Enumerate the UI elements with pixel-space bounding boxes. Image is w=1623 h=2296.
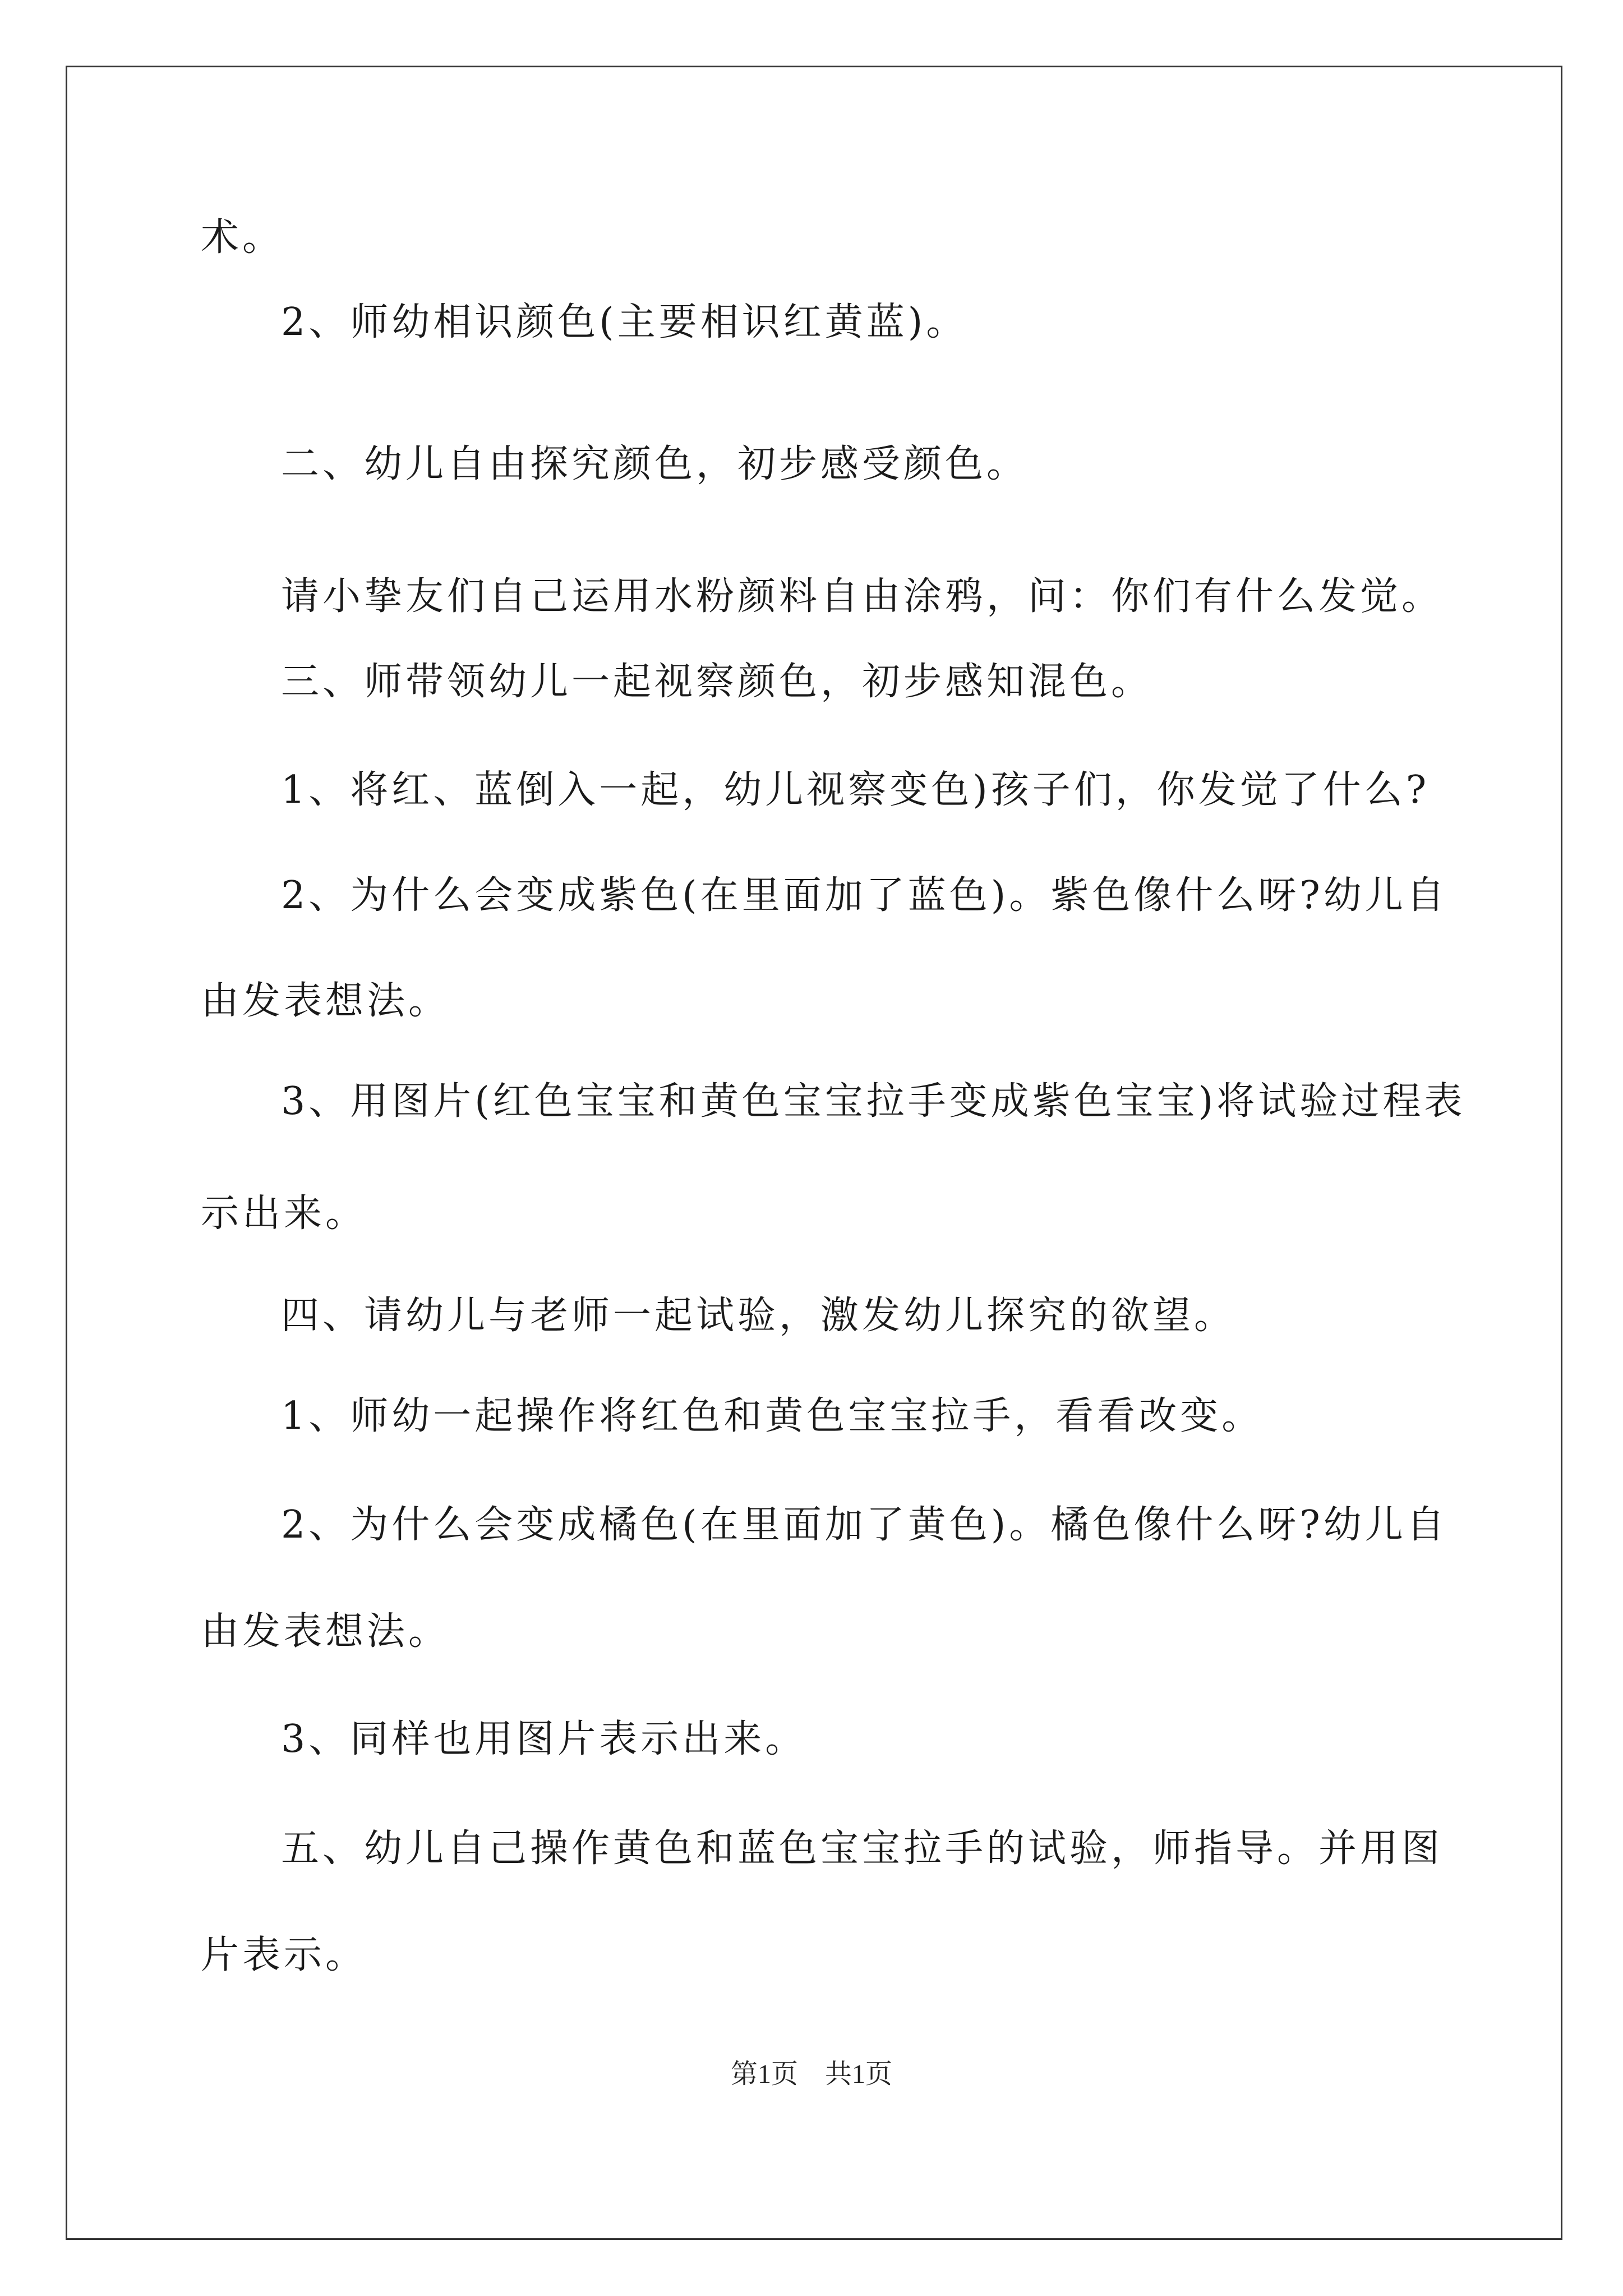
text-line-1: 术。	[201, 215, 284, 260]
text-line-6: 1、将红、蓝倒入一起，幼儿视察变色)孩子们，你发觉了什么?	[281, 768, 1430, 812]
text-line-4: 请小挚友们自己运用水粉颜料自由涂鸦，问：你们有什么发觉。	[281, 574, 1444, 619]
text-line-11: 四、请幼儿与老师一起试验，激发幼儿探究的欲望。	[281, 1294, 1236, 1338]
text-line-16: 五、幼儿自己操作黄色和蓝色宝宝拉手的试验，师指导。并用图	[281, 1826, 1444, 1871]
page-footer: 第1页 共1页	[730, 2059, 892, 2089]
text-line-14: 由发表想法。	[201, 1609, 450, 1654]
text-line-10: 示出来。	[201, 1191, 367, 1236]
text-line-12: 1、师幼一起操作将红色和黄色宝宝拉手，看看改变。	[281, 1394, 1264, 1438]
text-line-7: 2、为什么会变成紫色(在里面加了蓝色)。紫色像什么呀?幼儿自	[281, 873, 1448, 918]
text-line-3: 二、幼儿自由探究颜色，初步感受颜色。	[281, 442, 1029, 486]
text-line-15: 3、同样也用图片表示出来。	[281, 1717, 807, 1761]
text-line-5: 三、师带领幼儿一起视察颜色，初步感知混色。	[281, 660, 1153, 704]
text-line-9: 3、用图片(红色宝宝和黄色宝宝拉手变成紫色宝宝)将试验过程表	[281, 1079, 1466, 1124]
text-line-17: 片表示。	[201, 1933, 367, 1977]
text-line-13: 2、为什么会变成橘色(在里面加了黄色)。橘色像什么呀?幼儿自	[281, 1503, 1448, 1547]
text-line-2: 2、师幼相识颜色(主要相识红黄蓝)。	[281, 300, 968, 344]
document-body	[201, 0, 1466, 2296]
text-line-8: 由发表想法。	[201, 979, 450, 1023]
